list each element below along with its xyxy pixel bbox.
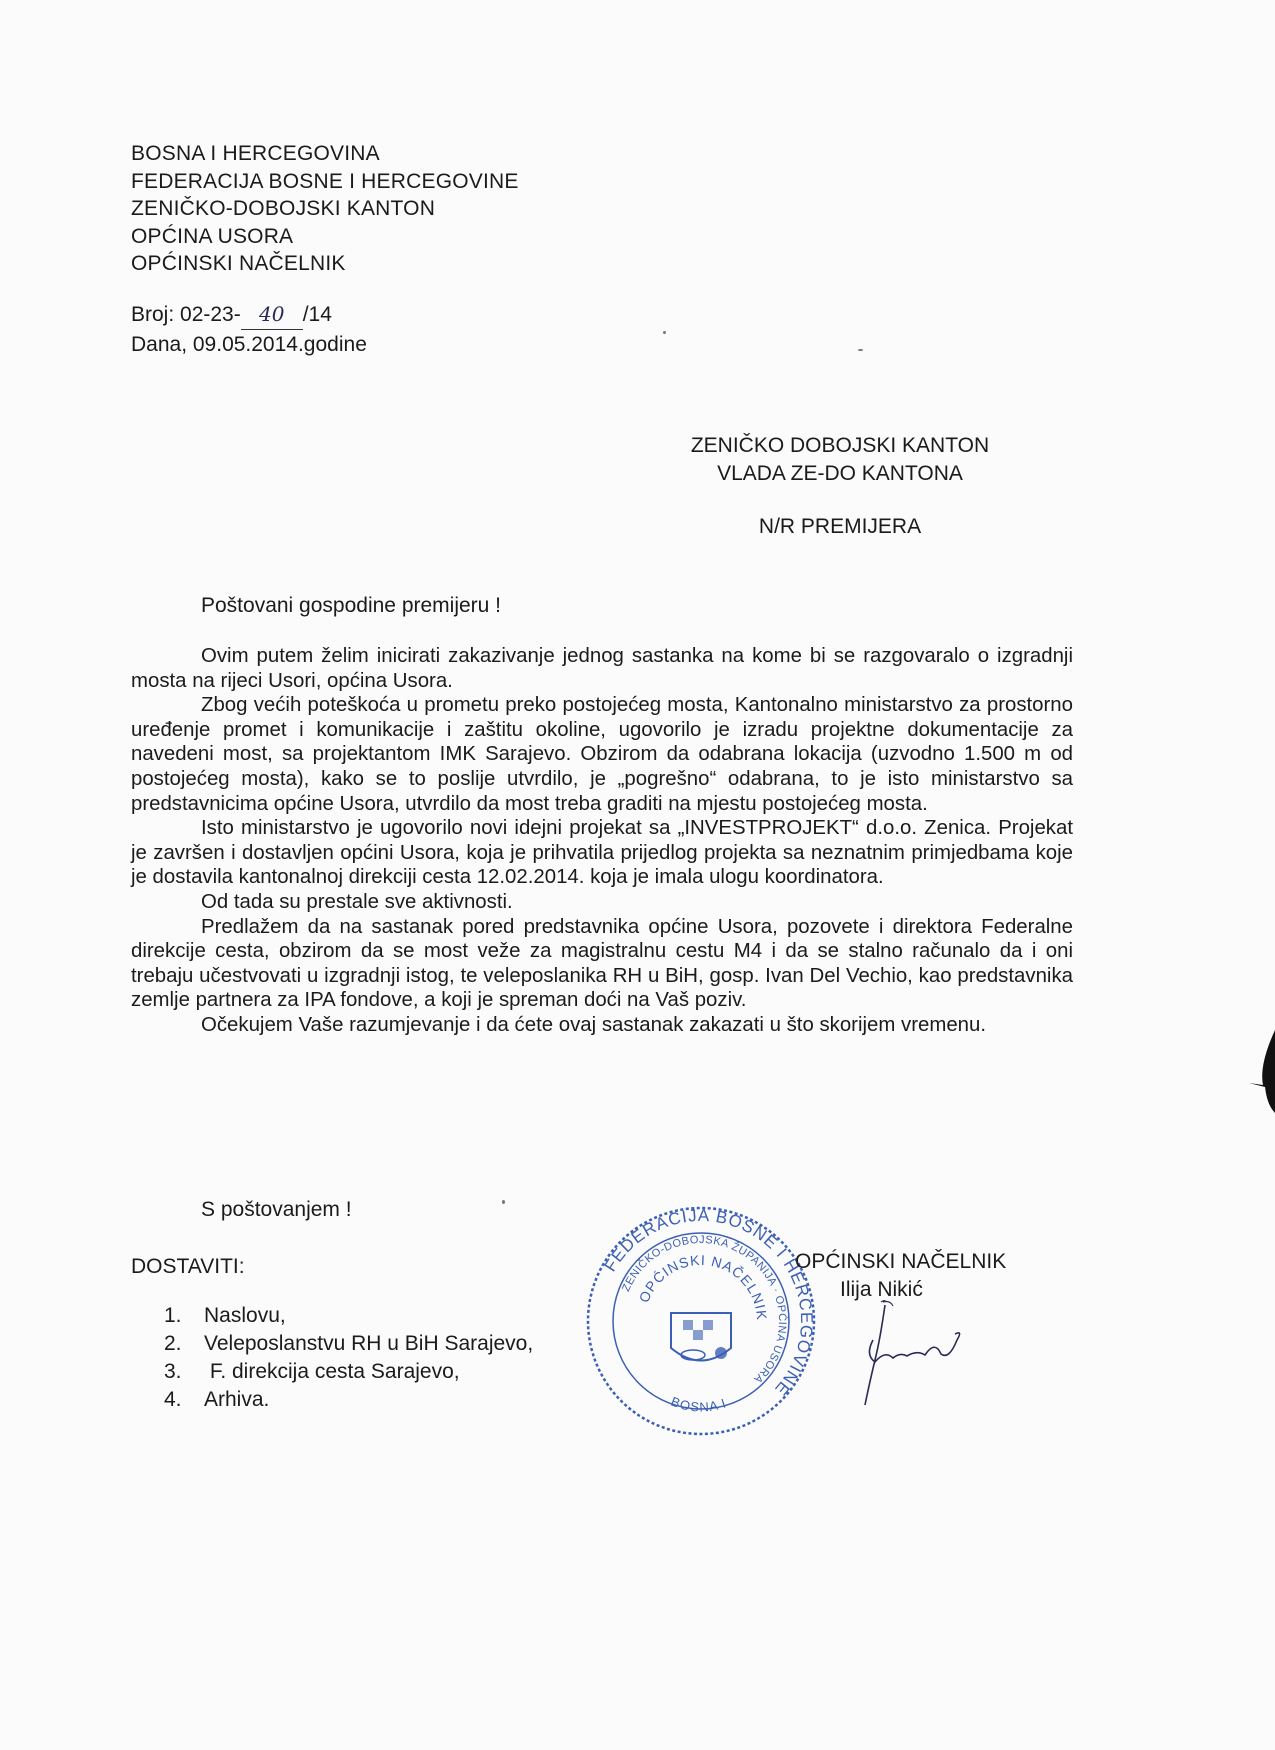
- stamp-center-text: OPĆINSKI NAČELNIK: [635, 1251, 771, 1322]
- body-paragraph: Zbog većih poteškoća u prometu preko postojećeg mosta, Kantonalno ministarstvo za prostorno uređenje promet i komunikacije i zaštitu okoline, ugovorilo je izradu projektne dokumentacije za navedeni most, sa projektantom IMK Sarajevo. Obzirom da odabrana lokacija (uzvodno 1.500 m od postojećeg mosta), kako se to poslije utvrdilo, je „pogrešno“ odabrana, to je isto ministarstvo sa predstavnicima općine Usora, utvrdilo da most treba graditi na mjestu postojećeg mosta.: [131, 694, 1073, 815]
- letterhead-line-country: BOSNA I HERCEGOVINA: [131, 142, 380, 165]
- list-item: 4. Arhiva.: [164, 1388, 270, 1411]
- scan-edge-mark: [1249, 1025, 1275, 1115]
- recipient-attention: N/R PREMIJERA: [758, 515, 922, 538]
- official-stamp: [583, 1203, 819, 1439]
- letter-body: [131, 644, 1073, 1038]
- recipient-line-1: ZENIČKO DOBOJSKI KANTON: [690, 434, 990, 457]
- reference-block: [131, 300, 367, 359]
- list-item: 1. Naslovu,: [164, 1304, 286, 1327]
- scan-speck: [858, 349, 863, 351]
- letterhead: [131, 140, 519, 278]
- letterhead-line-municipality: OPĆINA USORA: [131, 224, 294, 248]
- stamp-inner-text: ZENIČKO-DOBOJSKA ŽUPANIJA · OPĆINA USORA: [620, 1233, 789, 1386]
- list-item: 3. F. direkcija cesta Sarajevo,: [164, 1360, 460, 1383]
- letterhead-line-office: OPĆINSKI NAČELNIK: [131, 252, 346, 275]
- stamp-outer-text: FEDERACIJA BOSNE I HERCEGOVINE: [600, 1205, 817, 1400]
- handwritten-number: 40: [241, 300, 303, 330]
- closing-phrase: S poštovanjem !: [201, 1198, 352, 1221]
- list-item: 2. Veleposlanstvu RH u BiH Sarajevo,: [164, 1332, 534, 1355]
- distribution-heading: DOSTAVITI:: [131, 1255, 245, 1278]
- body-paragraph: Očekujem Vaše razumjevanje i da ćete ovaj sastanak zakazati u što skorijem vremenu.: [201, 1013, 987, 1036]
- body-paragraph: Isto ministarstvo je ugovorilo novi idejni projekat sa „INVESTPROJEKT“ d.o.o. Zenica. Projekat je završen i dostavljen općini Usora, koja je prihvatila prijedlog projekta sa neznatnim primjedbama koje je dostavila kantonalnoj direkciji cesta 12.02.2014. koja je imala ulogu koordinatora.: [131, 817, 1073, 889]
- letterhead-line-canton: ZENIČKO-DOBOJSKI KANTON: [131, 197, 436, 220]
- salutation: Poštovani gospodine premijeru !: [201, 594, 502, 617]
- reference-date: Dana, 09.05.2014.godine: [131, 333, 367, 356]
- coat-of-arms-icon: [671, 1313, 731, 1361]
- reference-number: [131, 300, 367, 330]
- body-paragraph: Od tada su prestale sve aktivnosti.: [201, 890, 513, 913]
- body-paragraph: Ovim putem želim inicirati zakazivanje jednog sastanka na kome bi se razgovaralo o izgradnji mosta na rijeci Usori, općina Usora.: [131, 645, 1073, 692]
- body-paragraph: Predlažem da na sastanak pored predstavnika općine Usora, pozovete i direktora Federalne direkcije cesta, obzirom da se most veže za magistralnu cestu M4 i da se stalno računalo da i oni trebaju učestvovati u izgradnji istog, te veleposlanika RH u BiH, gosp. Ivan Del Vechio, kao predstavnika zemlje partnera za IPA fondove, a koji je spreman doći na Vaš poziv.: [131, 915, 1073, 1012]
- reference-suffix: /14: [302, 303, 332, 326]
- distribution-list: [164, 1302, 533, 1414]
- recipient-line-2: VLADA ZE-DO KANTONA: [717, 462, 963, 485]
- signatory-block: [795, 1248, 1006, 1304]
- reference-prefix: Broj: 02-23-: [131, 303, 241, 326]
- scan-speck: [663, 331, 666, 334]
- signatory-title: OPĆINSKI NAČELNIK: [795, 1250, 1007, 1273]
- stamp-bottom-text: BOSNA I: [668, 1393, 729, 1415]
- scan-speck: [502, 1200, 505, 1204]
- signatory-name: Ilija Nikić: [840, 1278, 923, 1301]
- letterhead-line-federation: FEDERACIJA BOSNE I HERCEGOVINE: [131, 169, 519, 193]
- handwritten-signature: [845, 1300, 985, 1410]
